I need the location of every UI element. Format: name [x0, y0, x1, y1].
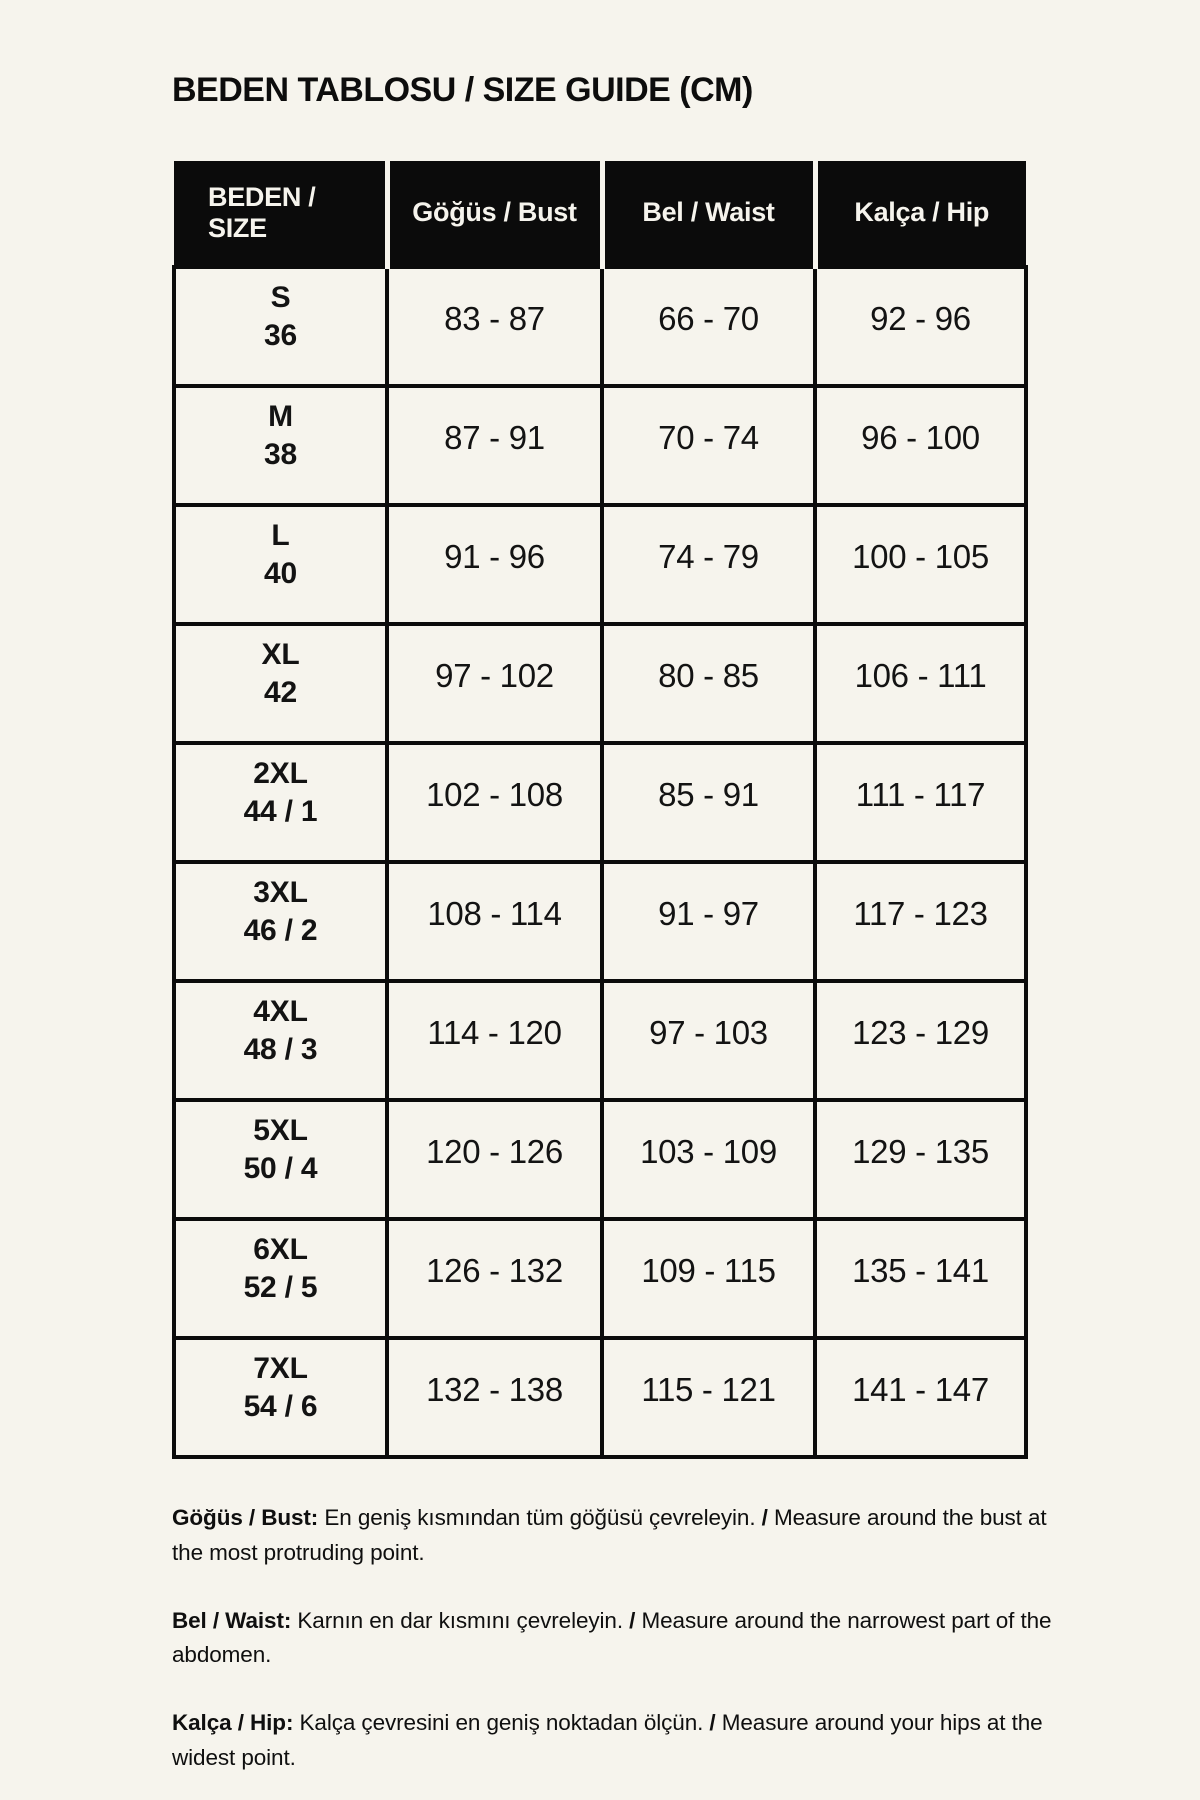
size-label: XL — [261, 638, 300, 672]
note-waist — [172, 1604, 1082, 1674]
bust-cell: 87 - 91 — [387, 386, 602, 505]
bust-cell: 114 - 120 — [387, 981, 602, 1100]
size-cell — [174, 1100, 387, 1219]
size-label: 3XL — [253, 876, 308, 910]
size-number: 50 / 4 — [243, 1152, 318, 1186]
size-label: M — [268, 400, 293, 434]
bust-cell: 83 - 87 — [387, 267, 602, 386]
note-waist-text-tr: Karnın en dar kısmını çevreleyin. — [297, 1607, 623, 1633]
note-hip-text-en: Measure around your hips at the widest point. — [172, 1710, 1043, 1771]
table-row — [174, 386, 1026, 505]
hip-cell: 141 - 147 — [815, 1338, 1026, 1457]
hip-cell: 96 - 100 — [815, 386, 1026, 505]
size-number: 40 — [264, 557, 297, 591]
size-cell — [174, 981, 387, 1100]
waist-cell: 80 - 85 — [602, 624, 815, 743]
waist-cell: 115 - 121 — [602, 1338, 815, 1457]
waist-cell: 66 - 70 — [602, 267, 815, 386]
hip-cell: 123 - 129 — [815, 981, 1026, 1100]
size-label: 4XL — [253, 995, 308, 1029]
size-number: 44 / 1 — [243, 795, 318, 829]
size-label: 7XL — [253, 1352, 308, 1386]
size-label: 2XL — [253, 757, 308, 791]
table-row — [174, 743, 1026, 862]
size-cell — [174, 743, 387, 862]
bust-cell: 108 - 114 — [387, 862, 602, 981]
hip-cell: 106 - 111 — [815, 624, 1026, 743]
waist-cell: 109 - 115 — [602, 1219, 815, 1338]
table-row — [174, 1219, 1026, 1338]
note-waist-text-en: Measure around the narrowest part of the abdomen. — [172, 1607, 1052, 1668]
note-bust-label: Göğüs / Bust: — [172, 1504, 319, 1530]
hip-cell: 111 - 117 — [815, 743, 1026, 862]
size-number: 46 / 2 — [243, 914, 318, 948]
note-bust-separator: / — [761, 1504, 768, 1530]
bust-cell: 102 - 108 — [387, 743, 602, 862]
size-number: 36 — [264, 319, 297, 353]
waist-cell: 85 - 91 — [602, 743, 815, 862]
note-hip-separator: / — [709, 1710, 716, 1736]
waist-cell: 97 - 103 — [602, 981, 815, 1100]
bust-cell: 91 - 96 — [387, 505, 602, 624]
size-cell — [174, 1219, 387, 1338]
bust-cell: 126 - 132 — [387, 1219, 602, 1338]
page-title: BEDEN TABLOSU / SIZE GUIDE (CM) — [172, 71, 753, 109]
waist-cell: 74 - 79 — [602, 505, 815, 624]
table-row — [174, 505, 1026, 624]
hip-cell: 92 - 96 — [815, 267, 1026, 386]
size-cell — [174, 386, 387, 505]
table-row — [174, 624, 1026, 743]
size-cell — [174, 1338, 387, 1457]
size-number: 48 / 3 — [243, 1033, 318, 1067]
table-row — [174, 1338, 1026, 1457]
bust-cell: 132 - 138 — [387, 1338, 602, 1457]
hip-cell: 135 - 141 — [815, 1219, 1026, 1338]
size-cell — [174, 862, 387, 981]
size-cell — [174, 267, 387, 386]
note-bust-text-tr: En geniş kısmından tüm göğüsü çevreleyin. — [324, 1504, 756, 1530]
table-row — [174, 981, 1026, 1100]
note-hip — [172, 1706, 1082, 1776]
size-number: 54 / 6 — [243, 1390, 318, 1424]
table-row — [174, 267, 1026, 386]
size-label: 6XL — [253, 1233, 308, 1267]
size-cell — [174, 624, 387, 743]
waist-cell: 103 - 109 — [602, 1100, 815, 1219]
hip-cell: 129 - 135 — [815, 1100, 1026, 1219]
size-label: S — [270, 281, 291, 315]
header-hip: Kalça / Hip — [815, 161, 1026, 267]
header-bust: Göğüs / Bust — [387, 161, 602, 267]
size-number: 52 / 5 — [243, 1271, 318, 1305]
size-label: 5XL — [253, 1114, 308, 1148]
size-number: 38 — [264, 438, 297, 472]
note-bust — [172, 1501, 1082, 1571]
hip-cell: 100 - 105 — [815, 505, 1026, 624]
note-hip-label: Kalça / Hip: — [172, 1710, 294, 1736]
size-number: 42 — [264, 676, 297, 710]
size-table — [172, 161, 1028, 1459]
header-size: BEDEN / SIZE — [174, 161, 387, 267]
size-cell — [174, 505, 387, 624]
bust-cell: 120 - 126 — [387, 1100, 602, 1219]
measurement-notes — [172, 1501, 1082, 1776]
bust-cell: 97 - 102 — [387, 624, 602, 743]
note-waist-label: Bel / Waist: — [172, 1607, 292, 1633]
table-header-row — [174, 161, 1026, 267]
table-row — [174, 862, 1026, 981]
table-row — [174, 1100, 1026, 1219]
waist-cell: 91 - 97 — [602, 862, 815, 981]
hip-cell: 117 - 123 — [815, 862, 1026, 981]
note-hip-text-tr: Kalça çevresini en geniş noktadan ölçün. — [299, 1710, 704, 1736]
note-waist-separator: / — [629, 1607, 636, 1633]
waist-cell: 70 - 74 — [602, 386, 815, 505]
note-bust-text-en: Measure around the bust at the most protruding point. — [172, 1504, 1047, 1565]
size-label: L — [271, 519, 290, 553]
header-waist: Bel / Waist — [602, 161, 815, 267]
